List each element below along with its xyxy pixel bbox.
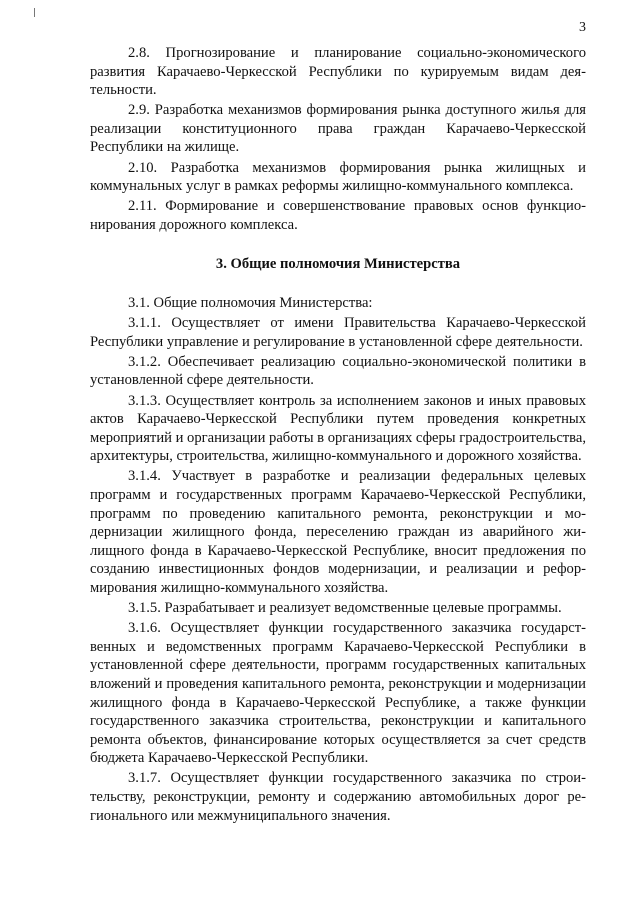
paragraph-3-1: 3.1. Общие полномочия Министерства: (128, 295, 373, 312)
document-body (90, 44, 586, 827)
paragraph-3-1-4: 3.1.4. Участвует в разработке и реализации федеральных целевых программ и государственных программ Карачаево-Черкесской Республики, программ по проведению капитального ремонта, реконструкции и модернизации жилищного фонда, переселению граждан из аварийного жилищного фонда в Карачаево-Черкесской Республике, вносит предложения по созданию инвестиционных фондов модернизации, и реализации и реформирования жилищно-коммунального хозяйства. (90, 468, 586, 596)
section-title: 3. Общие полномочия Министерства (215, 256, 461, 273)
paragraph-3-1-5: 3.1.5. Разрабатывает и реализует ведомственные целевые программы. (128, 600, 562, 617)
scan-corner-mark (34, 8, 35, 17)
paragraph-2-9: 2.9. Разработка механизмов формирования рынка доступного жилья для реализации конституционного права граждан Карачаево-Черкесской Республики на жилище. (90, 102, 586, 156)
paragraph-2-8: 2.8. Прогнозирование и планирование социально-экономического развития Карачаево-Черкесской Республики по курируемым видам деятельности. (90, 45, 586, 99)
paragraph-3-1-1: 3.1.1. Осуществляет от имени Правительства Карачаево-Черкесской Республики управление и регулирование в установленной сфере деятельности. (90, 315, 586, 350)
paragraph-3-1-3: 3.1.3. Осуществляет контроль за исполнением законов и иных правовых актов Карачаево-Черкесской Республики путем проведения конкретных мероприятий и организации работы в организациях сферы градостроительства, архитектуры, строительства, жилищно-коммунального и дорожного хозяйства. (90, 392, 587, 465)
page-number: 3 (579, 20, 586, 35)
paragraph-2-11: 2.11. Формирование и совершенствование правовых основ функционирования дорожного комплекса. (90, 198, 586, 233)
paragraph-3-1-2: 3.1.2. Обеспечивает реализацию социально-экономической политики в установленной сфере деятельности. (90, 353, 586, 389)
paragraph-3-1-6: 3.1.6. Осуществляет функции государственного заказчика государственных и ведомственных программ Карачаево-Черкесской Республики в установленной сфере деятельности, программ государственных капитальных вложений и проведения капитального ремонта, реконструкции и модернизации жилищного фонда в Карачаево-Черкесской Республике, а также функции государственного заказчика строительства, реконструкции и капитального ремонта объектов, финансирование которых осуществляется за счет средств бюджета Карачаево-Черкесской Республики. (90, 620, 586, 767)
paragraph-3-1-7: 3.1.7. Осуществляет функции государственного заказчика по строительству, реконструкции, ремонту и содержанию автомобильных дорог регионального или межмуниципального значения. (90, 770, 586, 824)
paragraph-2-10: 2.10. Разработка механизмов формирования рынка жилищных и коммунальных услуг в рамках реформы жилищно-коммунального комплекса. (90, 159, 586, 195)
